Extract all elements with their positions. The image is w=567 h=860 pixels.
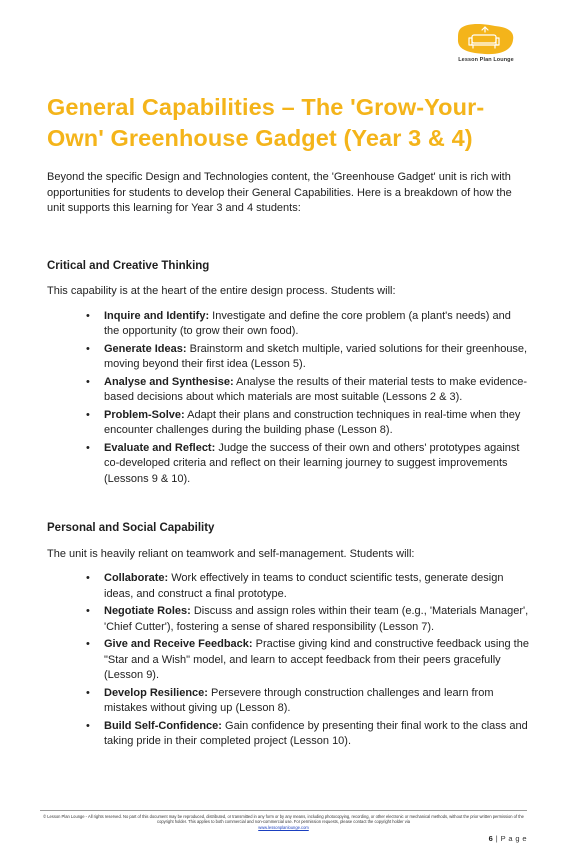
item-text: Gain confidence by presenting their final work to the class and taking pride in their completed project (Lesson 10).	[104, 719, 528, 747]
list-item	[104, 637, 529, 684]
item-term: Build Self-Confidence:	[104, 719, 222, 732]
page-number	[489, 834, 527, 843]
list-item	[104, 441, 529, 488]
item-term: Collaborate:	[104, 572, 169, 584]
page-number-value: 6	[488, 834, 494, 843]
item-text: Practise giving kind and constructive feedback using the "Star and a Wish" model, and learn to accept feedback from their peers gracefully (Lesson 9).	[104, 638, 529, 681]
page-label: P a g e	[500, 834, 527, 843]
item-text: Adapt their plans and construction techniques in real-time when they encounter challenges during the building phase (Lesson 8).	[104, 408, 521, 436]
section-heading: Critical and Creative Thinking	[47, 259, 210, 272]
item-term: Problem-Solve:	[104, 408, 185, 421]
item-term: Evaluate and Reflect:	[104, 441, 216, 454]
item-text: Judge the success of their own and others' prototypes against co-developed criteria and reflect on their learning journey to suggest improvements (Lessons 9 & 10).	[104, 441, 520, 485]
intro-paragraph: Beyond the specific Design and Technologies content, the 'Greenhouse Gadget' unit is rich with opportunities for students to develop their General Capabilities. Here is a breakdown of how the unit supports this learning for Year 3 and 4 students:	[47, 171, 512, 214]
website-link[interactable]: www.lessonplanlounge.com	[258, 824, 309, 830]
item-term: Generate Ideas:	[104, 342, 187, 355]
item-text: Analyse the results of their material tests to make evidence-based decisions about which materials are most suitable (Lessons 2 & 3).	[104, 375, 528, 403]
logo-text: Lesson Plan Lounge	[458, 57, 514, 63]
item-term: Negotiate Roles:	[104, 605, 191, 617]
page-title: General Capabilities – The 'Grow-Your-Own' Greenhouse Gadget (Year 3 & 4)	[47, 94, 485, 151]
item-text: Persevere through construction challenges and learn from mistakes without giving up (Lesson 8).	[104, 686, 494, 714]
document-body	[47, 170, 529, 752]
list-item	[104, 408, 529, 439]
sofa-logo-icon	[455, 22, 517, 56]
copyright-footer	[40, 810, 527, 830]
section-lead: This capability is at the heart of the entire design process. Students will:	[47, 285, 396, 297]
item-text: Brainstorm and sketch multiple, varied solutions for their greenhouse, moving beyond their first idea (Lesson 5).	[104, 342, 528, 370]
list-item	[104, 604, 529, 635]
list-item	[104, 375, 529, 406]
item-term: Give and Receive Feedback:	[104, 638, 253, 650]
page-separator: |	[495, 834, 499, 843]
brand-logo	[441, 22, 531, 63]
item-text: Discuss and assign roles within their team (e.g., 'Materials Manager', 'Chief Cutter'), fostering a sense of shared responsibility (Lesson 7).	[104, 605, 529, 633]
sections-container	[47, 259, 529, 750]
bullet-list	[47, 571, 529, 750]
section-spacer	[47, 489, 529, 521]
list-item	[104, 571, 529, 602]
copyright-text: © Lesson Plan Lounge - All rights reserved. No part of this document may be reproduced, distributed, or transmitted in any form or by any means, including photocopying, recording, or other electronic or mechanical methods, without the prior written permission of the copyright holder. This applies to both commercial and non-commercial use. For permission requests, please contact the copyright holder via	[43, 814, 524, 825]
item-term: Develop Resilience:	[104, 686, 208, 699]
item-term: Analyse and Synthesise:	[104, 375, 234, 388]
list-item	[104, 719, 529, 750]
list-item	[104, 309, 529, 340]
list-item	[104, 342, 529, 373]
section-lead: The unit is heavily reliant on teamwork and self-management. Students will:	[47, 547, 415, 560]
section-heading: Personal and Social Capability	[47, 522, 215, 534]
item-term: Inquire and Identify:	[104, 309, 210, 322]
item-text: Investigate and define the core problem (a plant's needs) and the opportunity (to grow their own food).	[104, 309, 511, 337]
bullet-list	[47, 309, 529, 488]
item-text: Work effectively in teams to conduct scientific tests, generate design ideas, and construct a final prototype.	[104, 572, 504, 600]
list-item	[104, 686, 529, 717]
